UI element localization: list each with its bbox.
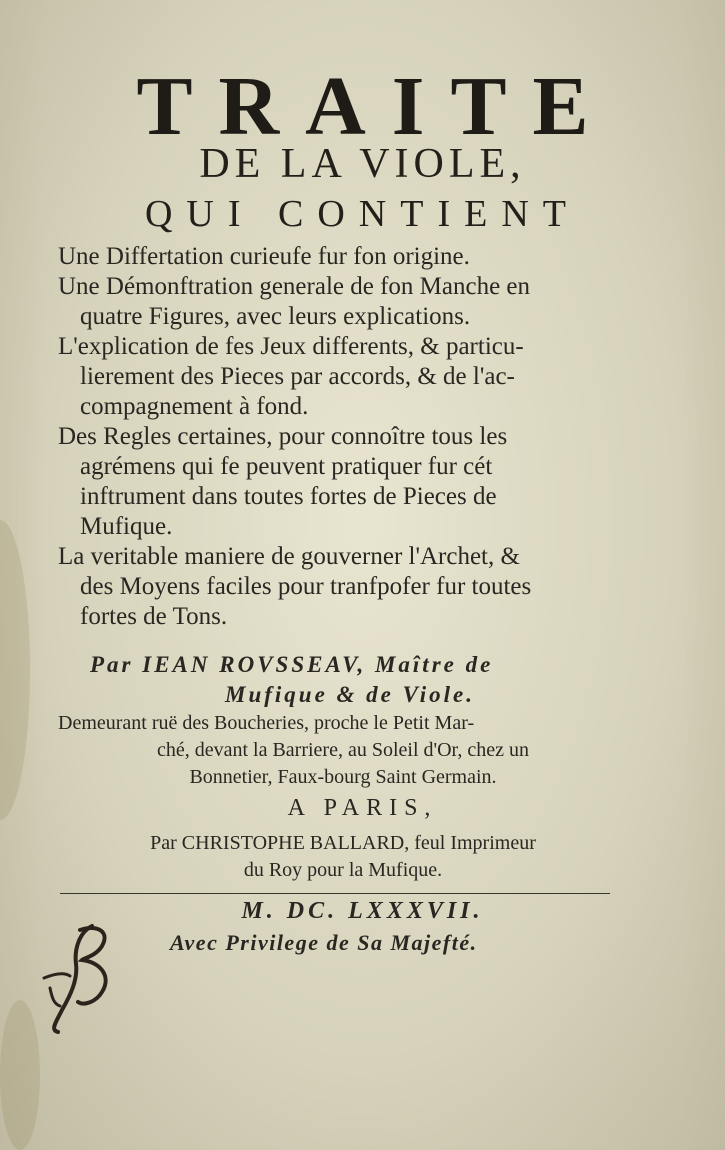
printer-line: Par CHRISTOPHE BALLARD, feul Imprimeur xyxy=(150,832,536,854)
author-line: Mufique & de Viole. xyxy=(225,682,475,707)
book-subtitle-contains: QUI CONTIENT xyxy=(144,193,580,235)
entry-line: La veritable maniere de gouverner l'Archet, & xyxy=(58,543,520,570)
entry-line: inftrument dans toutes fortes de Pieces de xyxy=(80,483,497,510)
contents-entry xyxy=(58,332,638,422)
royal-privilege: Avec Privilege de Sa Majefté. xyxy=(170,930,478,955)
contents-entry xyxy=(58,242,638,272)
entry-line: agrémens qui fe peuvent pratiquer fur cét xyxy=(80,453,493,480)
entry-line: des Moyens faciles pour tranfpofer fur toutes xyxy=(80,573,532,600)
book-title: TRAITE xyxy=(136,60,615,153)
address-line: Demeurant ruë des Boucheries, proche le Petit Mar- xyxy=(58,712,475,734)
entry-line: L'explication de fes Jeux differents, & particu- xyxy=(58,333,524,360)
paper-stain xyxy=(0,520,30,820)
printer-line: du Roy pour la Mufique. xyxy=(243,859,443,881)
publication-date: M. DC. LXXXVII. xyxy=(241,898,484,924)
address-line: Bonnetier, Faux-bourg Saint Germain. xyxy=(189,766,497,788)
author-line: Par IEAN ROVSSEAV, Maître de xyxy=(90,652,494,677)
entry-line: compagnement à fond. xyxy=(80,393,309,420)
entry-line: Des Regles certaines, pour connoître tous les xyxy=(58,423,508,450)
entry-line: Une Differtation curieufe fur fon origine. xyxy=(58,243,470,270)
address-line: ché, devant la Barriere, au Soleil d'Or, chez un xyxy=(156,739,530,761)
contents-entry xyxy=(58,542,638,632)
contents-list xyxy=(58,242,638,632)
book-subtitle: DE LA VIOLE, xyxy=(199,141,526,187)
paper-stain xyxy=(0,1000,40,1150)
publication-city: A PARIS, xyxy=(287,795,438,821)
contents-entry xyxy=(58,272,638,332)
handwritten-mark-icon xyxy=(40,918,120,1038)
author-credit xyxy=(90,650,650,710)
author-address xyxy=(58,710,628,791)
entry-line: lierement des Pieces par accords, & de l'ac- xyxy=(80,363,515,390)
contents-entry xyxy=(58,422,638,542)
entry-line: Mufique. xyxy=(80,513,173,540)
divider-rule xyxy=(60,893,610,894)
entry-line: fortes de Tons. xyxy=(80,603,228,630)
printer-credit xyxy=(58,830,628,884)
entry-line: Une Démonftration generale de fon Manche en xyxy=(58,273,531,300)
entry-line: quatre Figures, avec leurs explications. xyxy=(80,303,471,330)
